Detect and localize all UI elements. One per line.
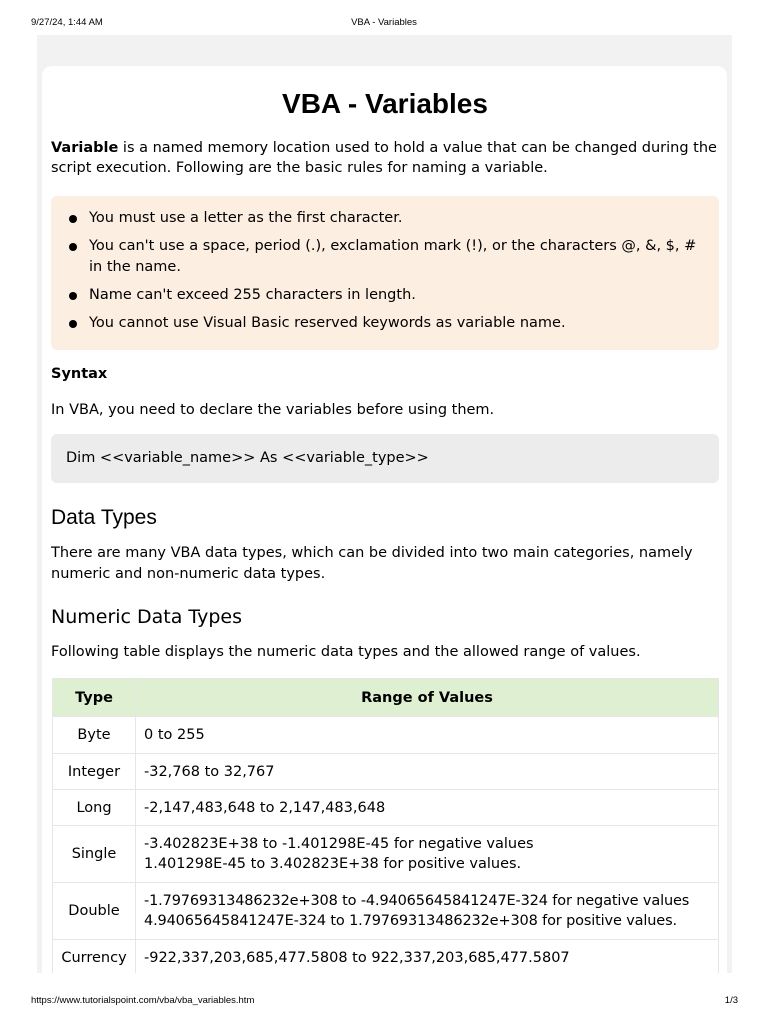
range-line: -32,768 to 32,767: [144, 763, 275, 780]
range-line: -1.79769313486232e+308 to -4.94065645841247E-324 for negative values: [144, 893, 690, 909]
table-row: [53, 826, 719, 883]
range-cell: [136, 940, 719, 974]
intro-text: is a named memory location used to hold a value that can be changed during the script execution. Following are the basic rules for naming a variable.: [51, 140, 717, 176]
type-cell: Long: [53, 790, 136, 826]
data-types-paragraph: There are many VBA data types, which can be divided into two main categories, namely numeric and non-numeric data types.: [51, 545, 693, 582]
rule-text: You must use a letter as the first character.: [89, 210, 403, 226]
table-row: [53, 790, 719, 826]
code-block: Dim <<variable_name>> As <<variable_type>>: [51, 434, 719, 483]
rule-text: You cannot use Visual Basic reserved keywords as variable name.: [89, 315, 566, 331]
table-row: [53, 940, 719, 974]
range-line: 4.94065645841247E-324 to 1.79769313486232e+308 for positive values.: [144, 913, 677, 929]
page-title: VBA - Variables: [282, 88, 488, 119]
range-line: 1.401298E-45 to 3.402823E+38 for positive values.: [144, 856, 522, 872]
range-cell: [136, 883, 719, 940]
range-cell: [136, 717, 719, 754]
column-header-range: Range of Values: [136, 679, 719, 717]
naming-rules-box: [51, 196, 719, 350]
print-date: 9/27/24, 1:44 AM: [31, 17, 103, 28]
syntax-heading: Syntax: [51, 366, 108, 382]
type-cell: Currency: [53, 940, 136, 974]
range-cell: [136, 790, 719, 826]
range-line: -2,147,483,648 to 2,147,483,648: [144, 799, 386, 816]
list-item: [69, 208, 705, 229]
range-line: -3.402823E+38 to -1.401298E-45 for negative values: [144, 836, 534, 852]
print-header: [0, 17, 768, 31]
type-cell: Integer: [53, 754, 136, 790]
table-row: [53, 717, 719, 754]
print-url: https://www.tutorialspoint.com/vba/vba_variables.htm: [31, 995, 255, 1006]
data-types-heading: Data Types: [51, 506, 157, 529]
article-card: [42, 66, 727, 973]
intro-paragraph: [51, 138, 719, 178]
bullet-icon: [69, 320, 77, 328]
naming-rules-list: [69, 208, 705, 334]
rule-text: Name can't exceed 255 characters in length.: [89, 287, 416, 303]
numeric-types-heading: Numeric Data Types: [51, 606, 242, 628]
range-cell: [136, 826, 719, 883]
table-header-row: [53, 679, 719, 717]
table-row: [53, 754, 719, 790]
type-cell: Byte: [53, 717, 136, 754]
bullet-icon: [69, 215, 77, 223]
bullet-icon: [69, 243, 77, 251]
rule-text: You can't use a space, period (.), exclamation mark (!), or the characters @, &, $, # in the name.: [89, 238, 697, 275]
list-item: [69, 313, 705, 334]
range-cell: [136, 754, 719, 790]
print-footer: [0, 995, 768, 1009]
numeric-types-paragraph: Following table displays the numeric data types and the allowed range of values.: [51, 644, 641, 660]
column-header-type: Type: [53, 679, 136, 717]
page-number: 1/3: [724, 995, 738, 1006]
numeric-types-table: [52, 678, 719, 973]
type-cell: Double: [53, 883, 136, 940]
type-cell: Single: [53, 826, 136, 883]
table-row: [53, 883, 719, 940]
list-item: [69, 236, 705, 278]
range-line: 0 to 255: [144, 727, 205, 743]
page-background: [37, 35, 732, 973]
intro-term: Variable: [51, 140, 119, 156]
list-item: [69, 285, 705, 306]
print-title: VBA - Variables: [351, 17, 417, 28]
bullet-icon: [69, 292, 77, 300]
syntax-paragraph: In VBA, you need to declare the variables before using them.: [51, 402, 495, 418]
range-line: -922,337,203,685,477.5808 to 922,337,203,685,477.5807: [144, 949, 570, 966]
